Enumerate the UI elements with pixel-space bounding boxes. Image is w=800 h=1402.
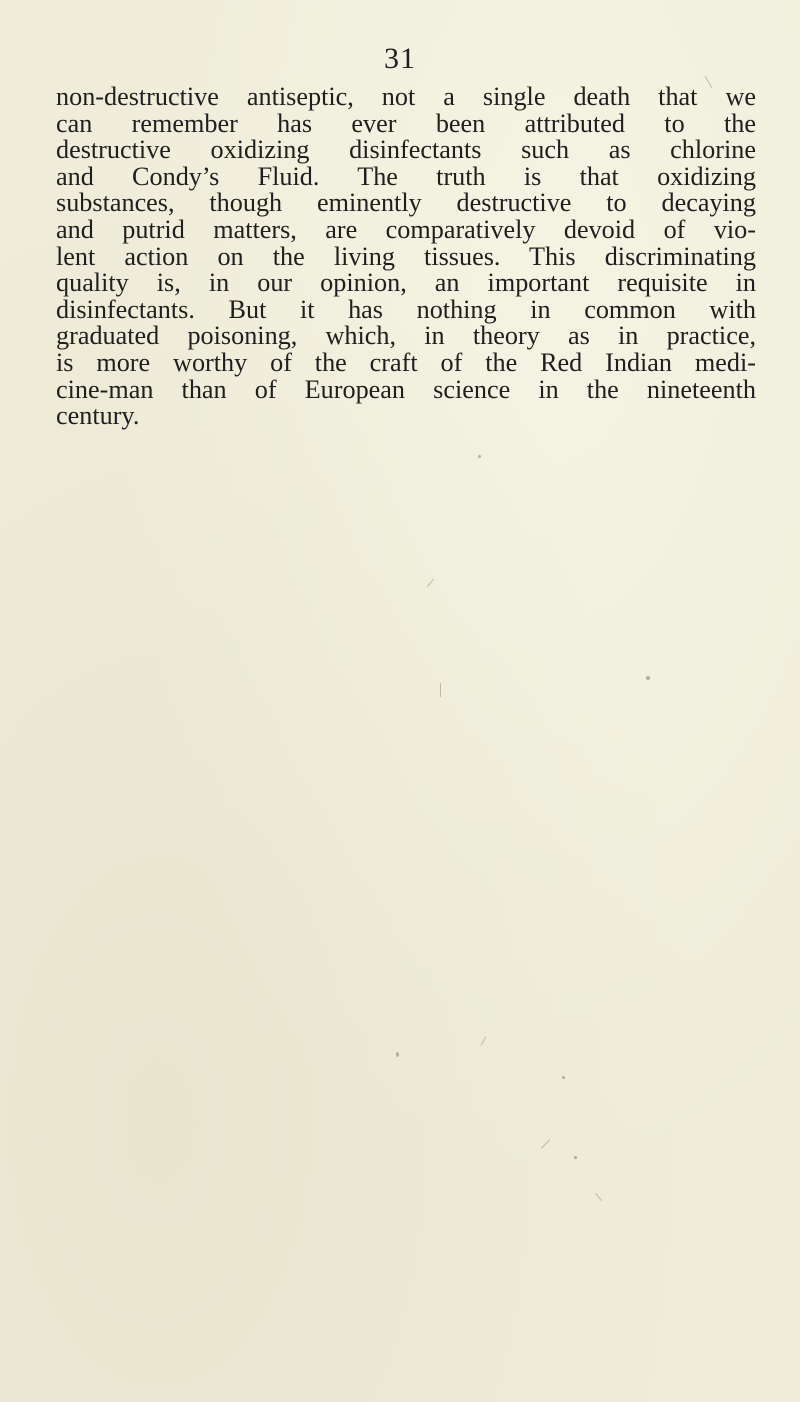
text-line: quality is, in our opinion, an important requisite in [56, 268, 756, 298]
paper-speck [562, 1076, 565, 1079]
text-line: non-destructive antiseptic, not a single death that we [56, 82, 756, 111]
text-line: is more worthy of the craft of the Red Indian medi- [56, 347, 756, 377]
paper-mark [595, 1193, 602, 1201]
text-line: can remember has ever been attributed to the [56, 108, 756, 138]
text-line-last: century. [56, 401, 140, 431]
text-line: and putrid matters, are comparatively devoid of vio- [56, 214, 756, 244]
paper-mark [440, 683, 441, 697]
paper-mark [481, 1036, 487, 1045]
text-line: and Condy’s Fluid. The truth is that oxidizing [56, 161, 756, 191]
paper-speck [646, 676, 650, 680]
text-line: destructive oxidizing disinfectants such as chlorine [56, 135, 756, 165]
text-line: disinfectants. But it has nothing in common with [56, 294, 756, 324]
text-line: graduated poisoning, which, in theory as in practice, [56, 321, 756, 351]
paper-mark [541, 1139, 550, 1148]
text-line: lent action on the living tissues. This discriminating [56, 241, 756, 271]
body-paragraph [56, 84, 756, 430]
paper-mark [427, 579, 434, 587]
paper-speck [396, 1052, 399, 1057]
text-line: substances, though eminently destructive to decaying [56, 188, 756, 218]
paper-speck [478, 455, 481, 458]
paper-speck [574, 1156, 577, 1159]
text-line: cine-man than of European science in the nineteenth [56, 374, 756, 404]
page-number: 31 [384, 42, 416, 75]
